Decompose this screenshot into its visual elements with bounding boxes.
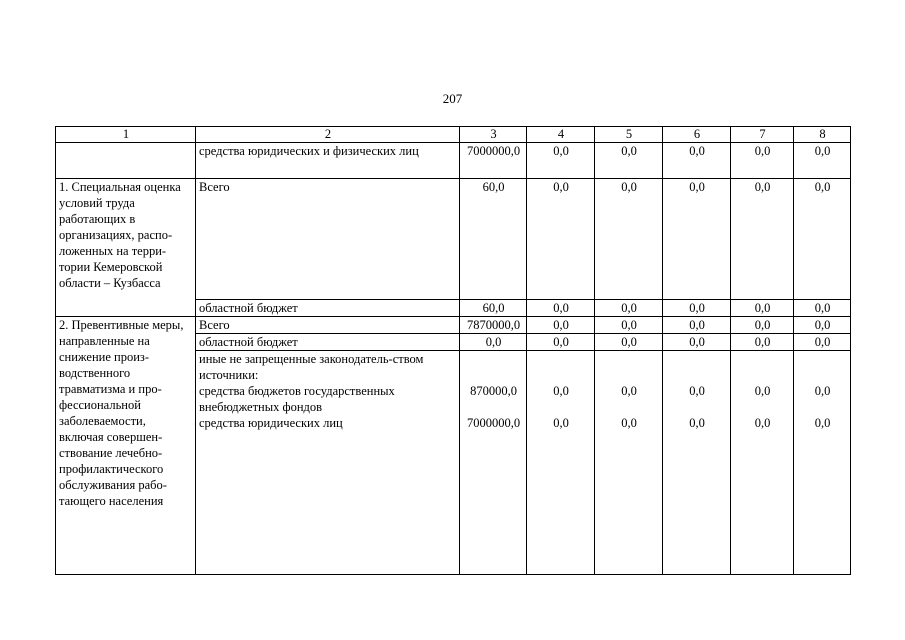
value-cell: 0,0 xyxy=(663,317,731,334)
source-label: областной бюджет xyxy=(196,300,460,317)
source-label: средства юридических и физических лиц xyxy=(196,143,460,179)
value-cell: 0,0 xyxy=(731,300,794,317)
budget-table xyxy=(55,126,851,575)
value-cell: 60,0 xyxy=(460,300,527,317)
column-header: 4 xyxy=(527,127,595,143)
section-cell: 2. Превентивные меры, направленные на снижение произ-водственного травматизма и про-фессиональной заболеваемости, включая совершен-ствование лечебно-профилактического обслуживания рабо-тающего населения xyxy=(56,317,196,575)
column-header: 1 xyxy=(56,127,196,143)
value: 0,0 xyxy=(814,384,831,398)
value-cell: 0,0 xyxy=(595,317,663,334)
value-cell: 0,0 xyxy=(663,143,731,179)
value-cell: 0,0 xyxy=(794,300,851,317)
table-row xyxy=(56,179,851,300)
value-cell: 0,0 xyxy=(731,179,794,300)
value: 0,0 xyxy=(621,416,637,430)
value: 0,0 xyxy=(553,416,569,430)
value: 0,0 xyxy=(689,384,705,398)
value-cell: 0,0 xyxy=(663,300,731,317)
value-cell: 0,0 xyxy=(460,334,527,351)
source-label: иные не запрещенные законодатель-ством источники: xyxy=(199,352,424,382)
column-header-row xyxy=(56,127,851,143)
table-row xyxy=(56,143,851,179)
value-cell: 0,0 xyxy=(595,334,663,351)
value-cell: 0,0 xyxy=(527,143,595,179)
section-cell xyxy=(56,143,196,179)
value: 870000,0 xyxy=(470,384,517,398)
value-cell xyxy=(663,351,731,575)
value-cell: 60,0 xyxy=(460,179,527,300)
source-label: областной бюджет xyxy=(196,334,460,351)
value-cell: 0,0 xyxy=(794,179,851,300)
column-header: 2 xyxy=(196,127,460,143)
value-cell: 0,0 xyxy=(731,334,794,351)
value-cell: 0,0 xyxy=(595,300,663,317)
value-cell xyxy=(460,351,527,575)
value-cell: 0,0 xyxy=(731,143,794,179)
value-cell: 0,0 xyxy=(731,317,794,334)
column-header: 7 xyxy=(731,127,794,143)
value-cell xyxy=(794,351,851,575)
value-cell: 0,0 xyxy=(794,143,851,179)
value-cell: 0,0 xyxy=(595,143,663,179)
column-header: 8 xyxy=(794,127,851,143)
value-cell: 0,0 xyxy=(527,179,595,300)
value: 0,0 xyxy=(814,416,831,430)
value-cell xyxy=(731,351,794,575)
value-cell: 0,0 xyxy=(595,179,663,300)
value: 0,0 xyxy=(621,384,637,398)
section-cell: 1. Специальная оценка условий труда работающих в организациях, распо-ложенных на терри-тории Кемеровской области – Кузбасса xyxy=(56,179,196,317)
source-label: средства юридических лиц xyxy=(199,416,343,430)
value: 0,0 xyxy=(553,384,569,398)
value-cell: 0,0 xyxy=(663,334,731,351)
value: 0,0 xyxy=(754,384,771,398)
value: 0,0 xyxy=(754,416,771,430)
source-label: средства бюджетов государственных внебюджетных фондов xyxy=(199,384,395,414)
page-number: 207 xyxy=(442,91,463,106)
source-label-group xyxy=(196,351,460,575)
value-cell: 0,0 xyxy=(527,300,595,317)
value-cell: 7000000,0 xyxy=(460,143,527,179)
table-row xyxy=(56,317,851,334)
value-cell: 7870000,0 xyxy=(460,317,527,334)
value-cell: 0,0 xyxy=(527,334,595,351)
value-cell xyxy=(595,351,663,575)
value-cell: 0,0 xyxy=(663,179,731,300)
value: 0,0 xyxy=(689,416,705,430)
value-cell: 0,0 xyxy=(794,317,851,334)
value: 7000000,0 xyxy=(466,416,521,430)
value-cell xyxy=(527,351,595,575)
value-cell: 0,0 xyxy=(527,317,595,334)
column-header: 6 xyxy=(663,127,731,143)
column-header: 5 xyxy=(595,127,663,143)
source-label: Всего xyxy=(196,179,460,300)
value-cell: 0,0 xyxy=(794,334,851,351)
column-header: 3 xyxy=(460,127,527,143)
source-label: Всего xyxy=(196,317,460,334)
